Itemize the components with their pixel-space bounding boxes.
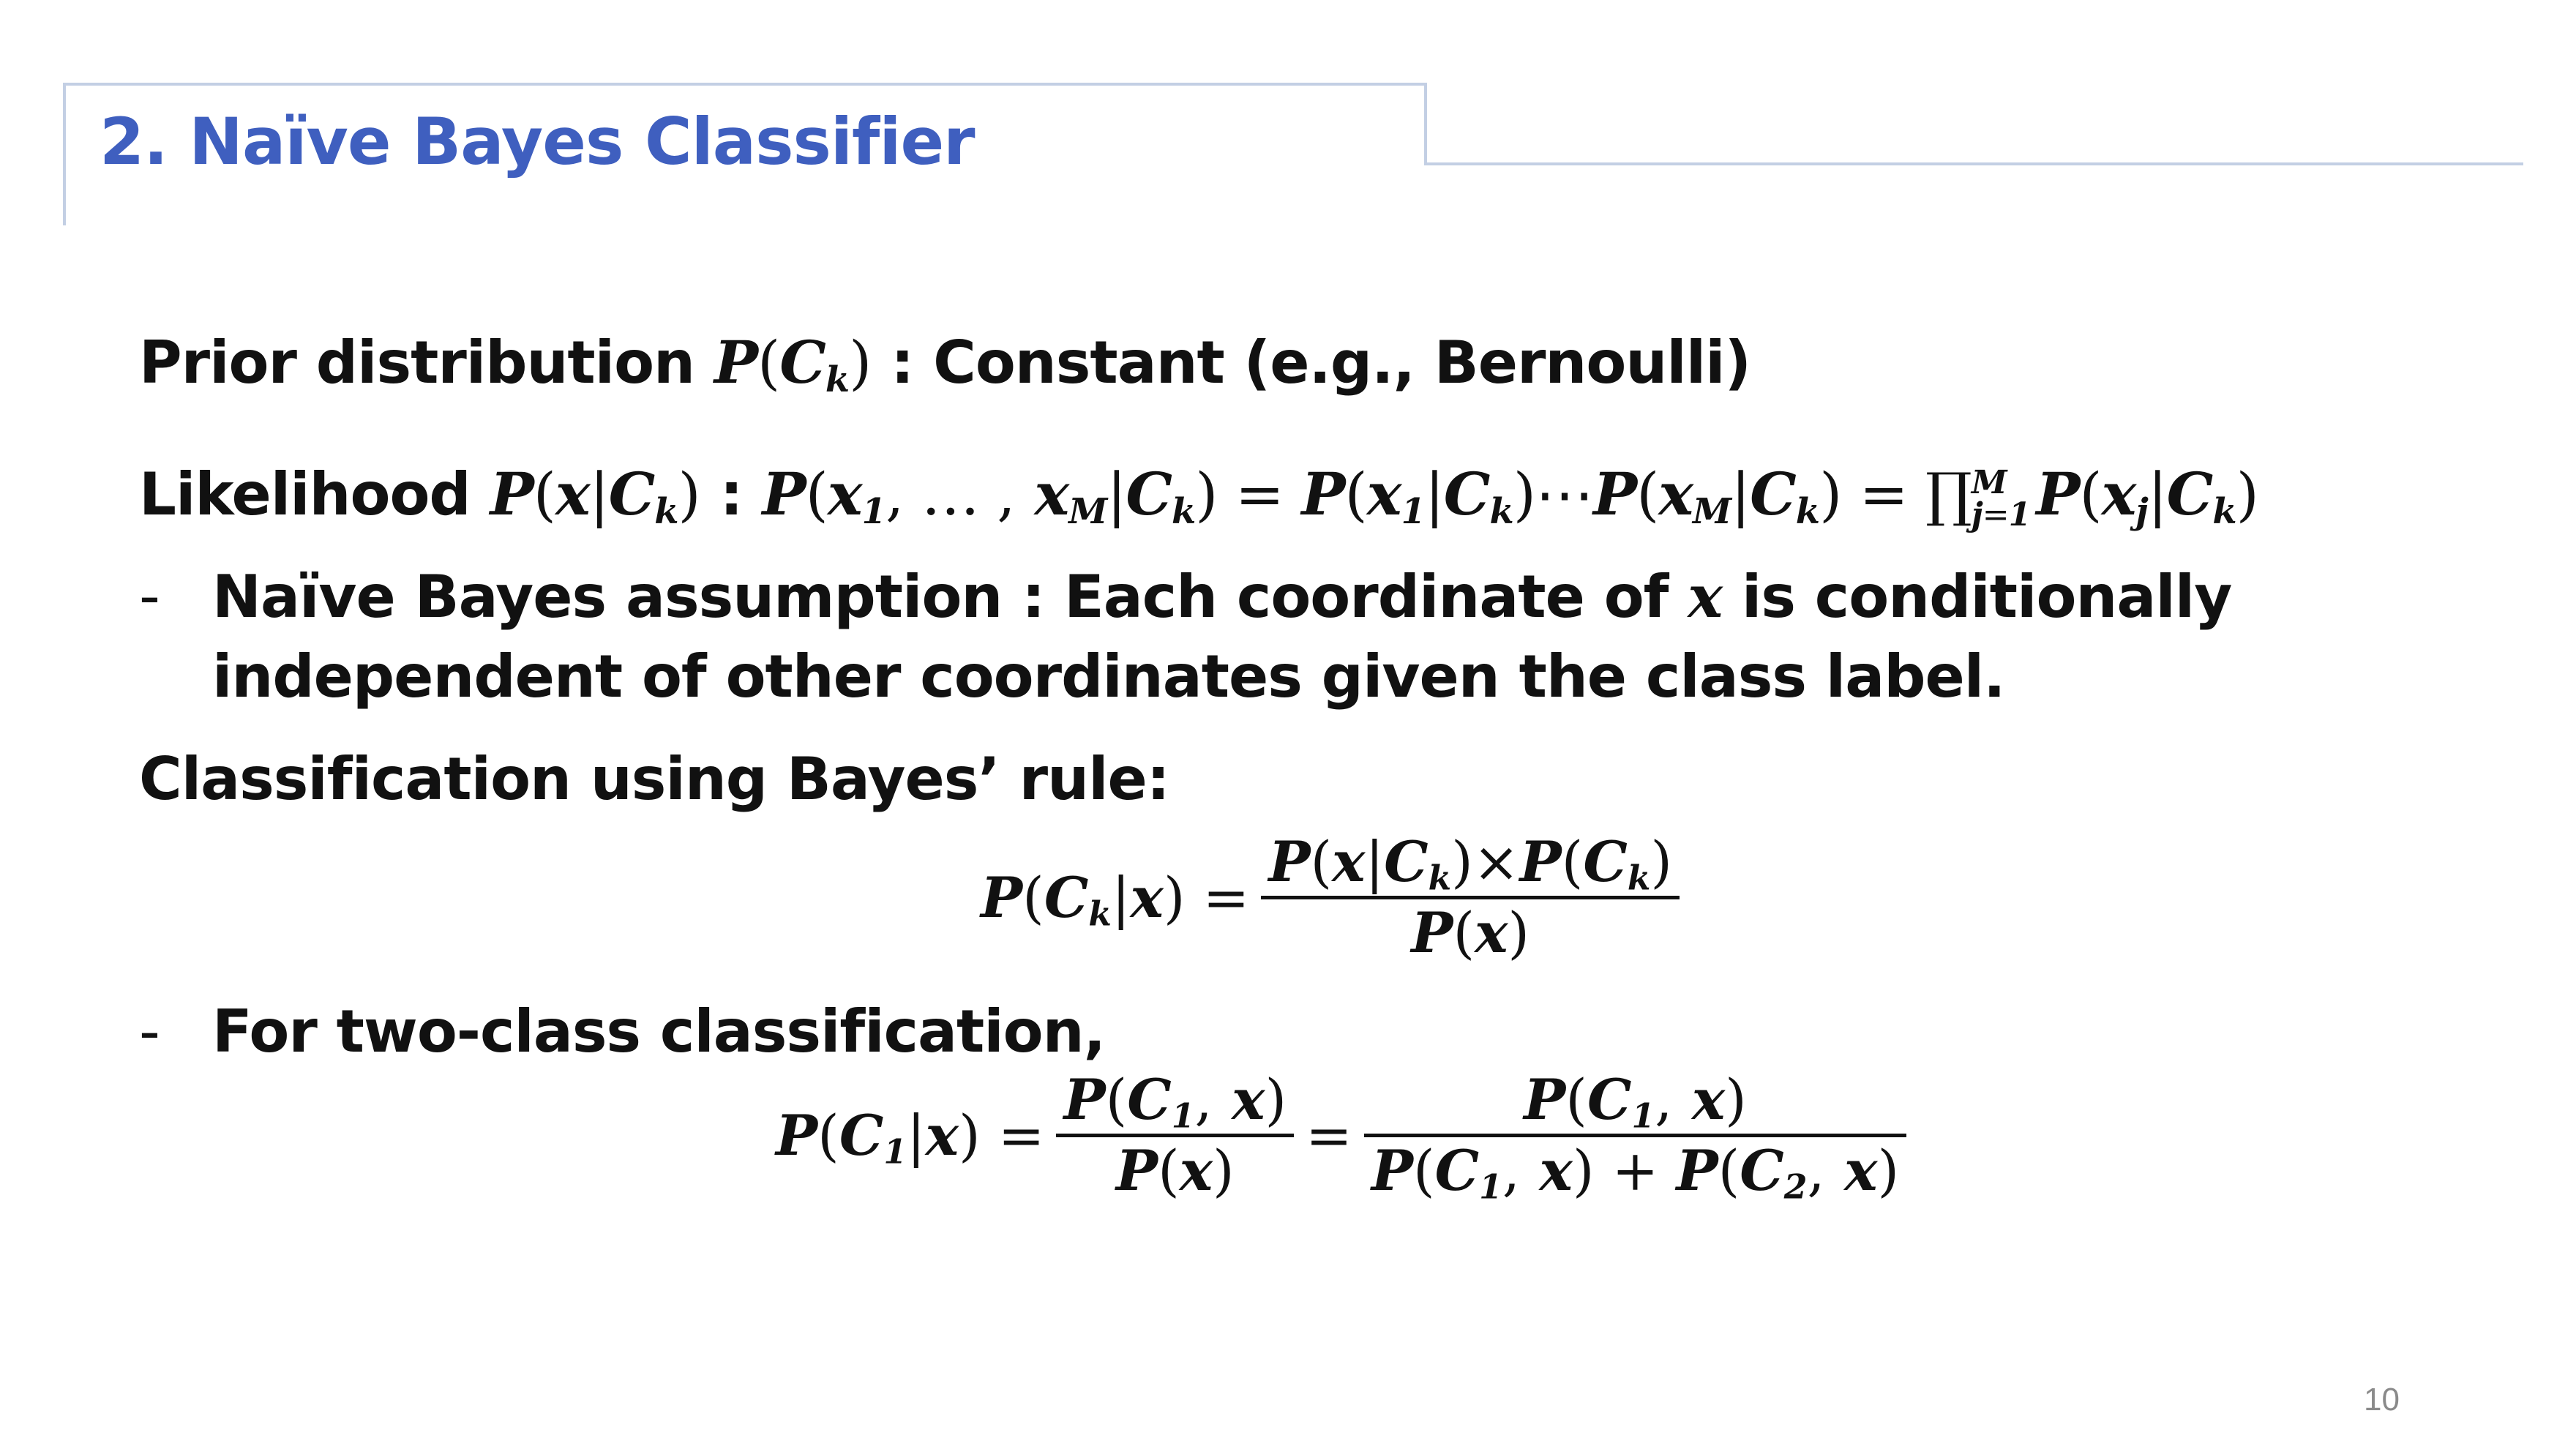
title-frame-right (1424, 162, 2523, 165)
likelihood-term: $P(x|C_k)$ (490, 460, 700, 532)
likelihood-factorization: $P(x_1$, … , $x_M|C_k$) = $P(x_1|C_k)\cdots P(x_M|C_k)$ = ∏ M j=1 $P(x_j|C_k)$ (762, 460, 2258, 534)
assumption-text-a: Naïve Bayes assumption : Each coordinate of (212, 563, 1669, 631)
title-frame-step (1424, 83, 1427, 165)
two-class-bullet: - (139, 997, 160, 1066)
page-number: 10 (2364, 1382, 2400, 1418)
assumption-text-b: is conditionally (1741, 563, 2232, 631)
bayes-rule-fraction: $P(x|C_k)\times P(C_k)$ P(x) (1261, 834, 1680, 961)
likelihood-sep: : (719, 460, 743, 528)
likelihood-label: Likelihood (139, 460, 471, 528)
prior-formula: $P(C_k)$ (714, 328, 872, 400)
assumption-line-1 (212, 562, 2232, 631)
two-class-fraction-1: $P(C_1$, x) P(x) (1056, 1072, 1294, 1199)
assumption-bullet: - (139, 562, 160, 630)
likelihood-line (139, 460, 2258, 534)
assumption-line-2: independent of other coordinates given the class label. (212, 643, 2005, 711)
prior-label: Prior distribution (139, 329, 694, 397)
two-class-fraction-2: $P(C_1$, x) $P(C_1$, $x) + P(C_2$, x) (1364, 1072, 1906, 1199)
title-frame-top (63, 83, 1427, 86)
prior-line (139, 328, 1751, 400)
assumption-var: x (1688, 562, 1723, 631)
two-class-text: For two-class classification, (212, 997, 1105, 1066)
slide-title: 2. Naïve Bayes Classifier (100, 104, 975, 179)
prior-desc: Constant (e.g., Bernoulli) (933, 329, 1751, 397)
two-class-equation: $P(C_1|x)$ = $P(C_1$, x) P(x) = $P(C_1$, x) $P(C_1$, $x) + P(C_2$, x) (776, 1072, 1918, 1199)
prior-sep: : (891, 329, 914, 397)
title-frame-left (63, 83, 66, 225)
bayes-rule-equation: $P(C_k|x)$ = $P(x|C_k)\times P(C_k)$ P(x) (981, 834, 1691, 961)
classification-heading: Classification using Bayes’ rule: (139, 745, 1169, 813)
